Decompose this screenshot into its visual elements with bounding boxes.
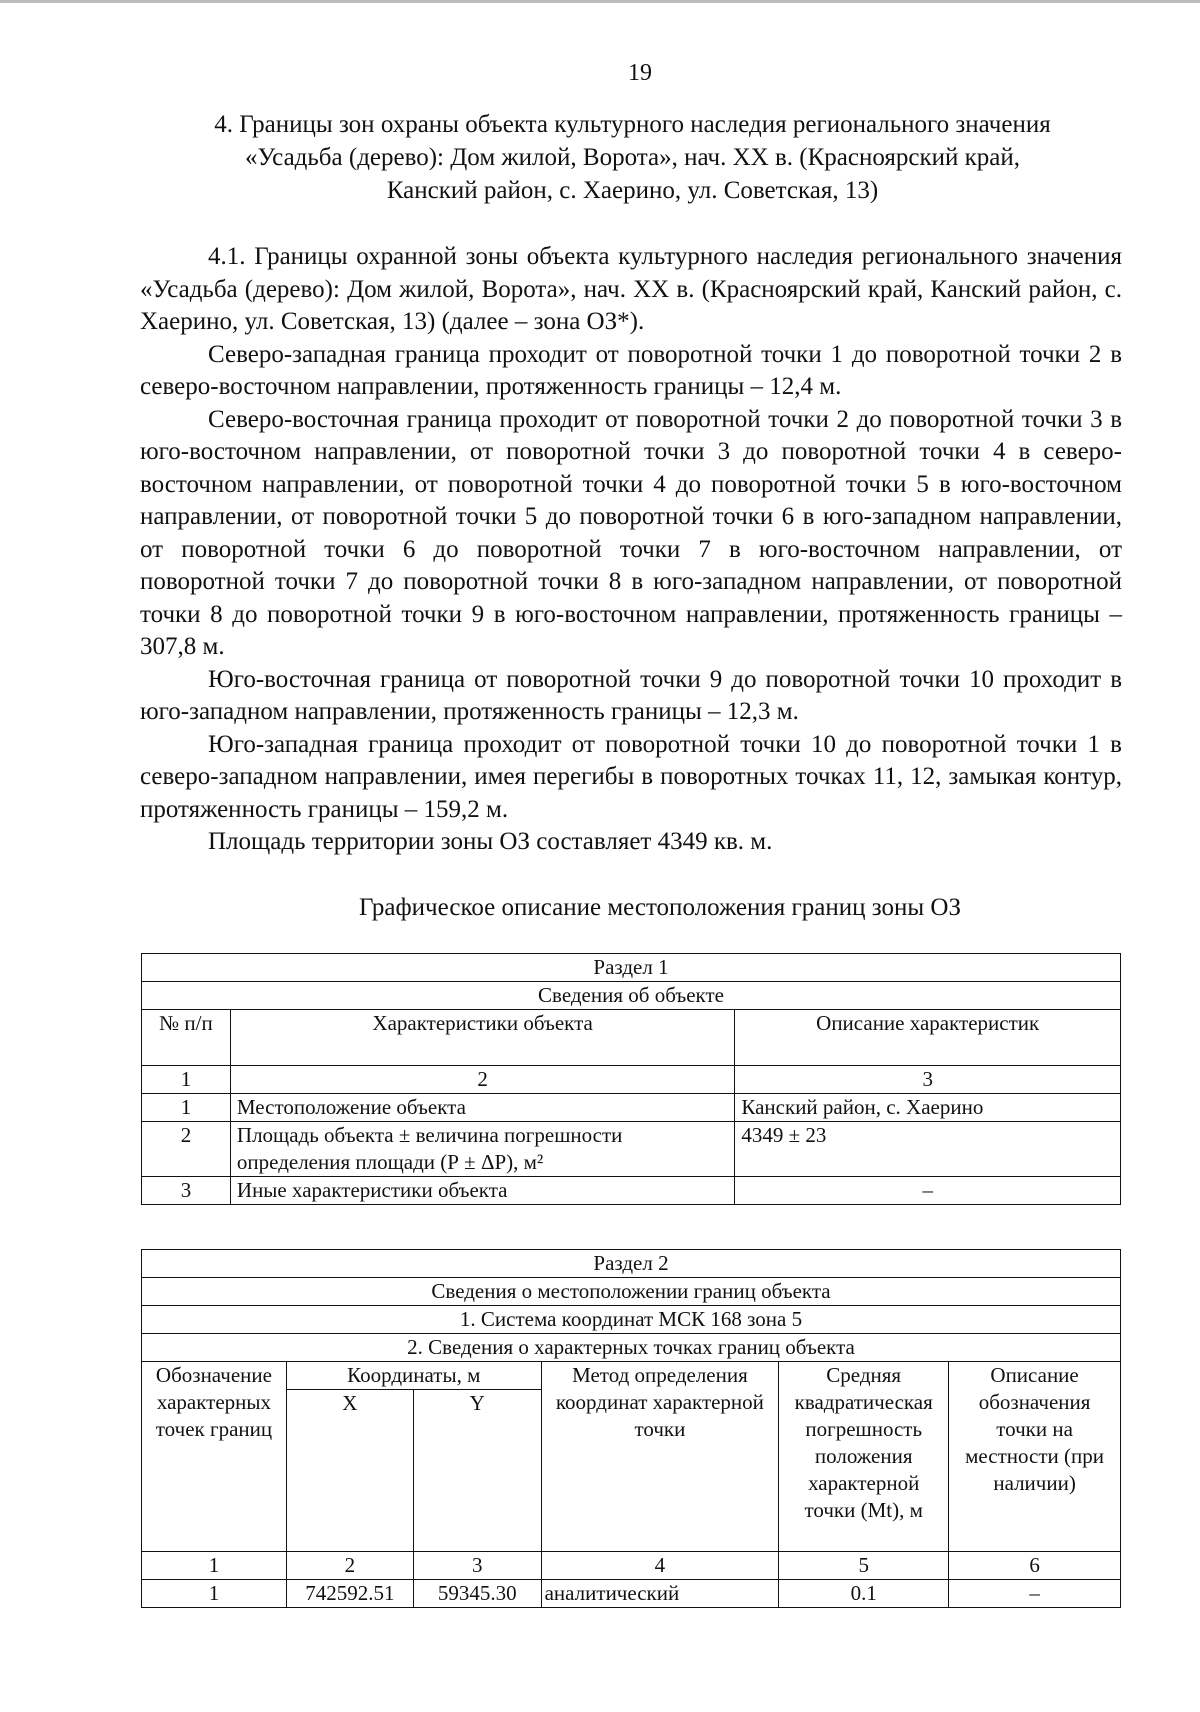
column-header-y: Y [413,1390,541,1552]
row-number: 3 [142,1177,231,1205]
column-number: 5 [779,1552,949,1580]
column-number: 4 [541,1552,779,1580]
row-value: Канский район, с. Хаерино [735,1094,1121,1122]
point-description: – [949,1580,1121,1608]
column-header: Описание характеристик [735,1010,1121,1066]
row-characteristic: Площадь объекта ± величина погрешности определения площади (Р ± ΔР), м² [230,1122,734,1177]
paragraph: Северо-западная граница проходит от поворотной точки 1 до поворотной точки 2 в северо-восточном направлении, протяженность границы – 12,4 м. [140,340,1122,400]
point-method: аналитический [541,1580,779,1608]
table-row [142,1177,1121,1205]
column-number: 2 [230,1066,734,1094]
page-number: 19 [628,60,652,86]
point-y: 59345.30 [413,1580,541,1608]
table-subtitle: Сведения о местоположении границ объекта [142,1278,1121,1306]
column-header-x: X [286,1390,413,1552]
table-row [142,1580,1121,1608]
column-header-method: Метод определения координат характерной точки [541,1362,779,1552]
scan-edge [0,0,1200,3]
column-header: Характеристики объекта [230,1010,734,1066]
row-value: – [735,1177,1121,1205]
column-header-description: Описание обозначения точки на местности (при наличии) [949,1362,1121,1552]
point-x: 742592.51 [286,1580,413,1608]
body-text [140,241,1122,859]
paragraph: Юго-западная граница проходит от поворотной точки 10 до поворотной точки 1 в северо-западном направлении, имея перегибы в поворотных точках 11, 12, замыкая контур, протяженность границы – 159,2 м. [140,730,1122,823]
table-row [142,1094,1121,1122]
column-number: 3 [413,1552,541,1580]
paragraph: Площадь территории зоны ОЗ составляет 4349 кв. м. [208,828,773,855]
table-caption: Графическое описание местоположения границ зоны ОЗ [359,894,961,921]
row-characteristic: Местоположение объекта [230,1094,734,1122]
row-number: 2 [142,1122,231,1177]
paragraph: Юго-восточная граница от поворотной точки 9 до поворотной точки 10 проходит в юго-западном направлении, протяженность границы – 12,3 м. [140,665,1122,725]
paragraph: Северо-восточная граница проходит от поворотной точки 2 до поворотной точки 3 в юго-восточном направлении, от поворотной точки 3 до поворотной точки 4 в северо-восточном направлении, от поворотной точки 4 до поворотной точки 5 в юго-восточном направлении, от поворотной точки 5 до поворотной точки 6 в юго-западном направлении, от поворотной точки 6 до поворотной точки 7 в юго-восточном направлении, от поворотной точки 7 до поворотной точки 8 в юго-западном направлении, от поворотной точки 8 до поворотной точки 9 в юго-восточном направлении, протяженность границы – 307,8 м. [140,405,1122,660]
paragraph: 4.1. Границы охранной зоны объекта культурного наследия регионального значения «Усадьба (дерево): Дом жилой, Ворота», нач. XX в. (Красноярский край, Канский район, с. Хаерино, ул. Советская, 13) (далее – зона ОЗ*). [140,243,1122,335]
row-number: 1 [142,1094,231,1122]
column-header-error: Средняя квадратическая погрешность положения характерной точки (Mt), м [779,1362,949,1552]
heading-line: Канский район, с. Хаерино, ул. Советская, 13) [386,177,879,204]
column-number: 1 [142,1552,287,1580]
heading-line: 4. Границы зон охраны объекта культурного наследия регионального значения [214,111,1051,138]
row-characteristic: Иные характеристики объекта [230,1177,734,1205]
column-number: 1 [142,1066,231,1094]
table-section-title: Раздел 1 [142,954,1121,982]
object-info-table [141,953,1121,1205]
column-number: 2 [286,1552,413,1580]
column-header-designation: Обозначение характерных точек границ [142,1362,287,1552]
row-value: 4349 ± 23 [735,1122,1121,1177]
table-section-title: Раздел 2 [142,1250,1121,1278]
point-error: 0.1 [779,1580,949,1608]
boundary-points-table [141,1249,1121,1608]
column-number: 3 [735,1066,1121,1094]
table-subtitle: Сведения об объекте [142,982,1121,1010]
column-number: 6 [949,1552,1121,1580]
point-id: 1 [142,1580,287,1608]
section-heading [140,108,1125,207]
coordinate-system: 1. Система координат МСК 168 зона 5 [142,1306,1121,1334]
table-row [142,1122,1121,1177]
heading-line: «Усадьба (дерево): Дом жилой, Ворота», нач. XX в. (Красноярский край, [244,144,1021,171]
column-header-coords: Координаты, м [286,1362,541,1390]
column-header: № п/п [142,1010,231,1066]
points-title: 2. Сведения о характерных точках границ объекта [142,1334,1121,1362]
